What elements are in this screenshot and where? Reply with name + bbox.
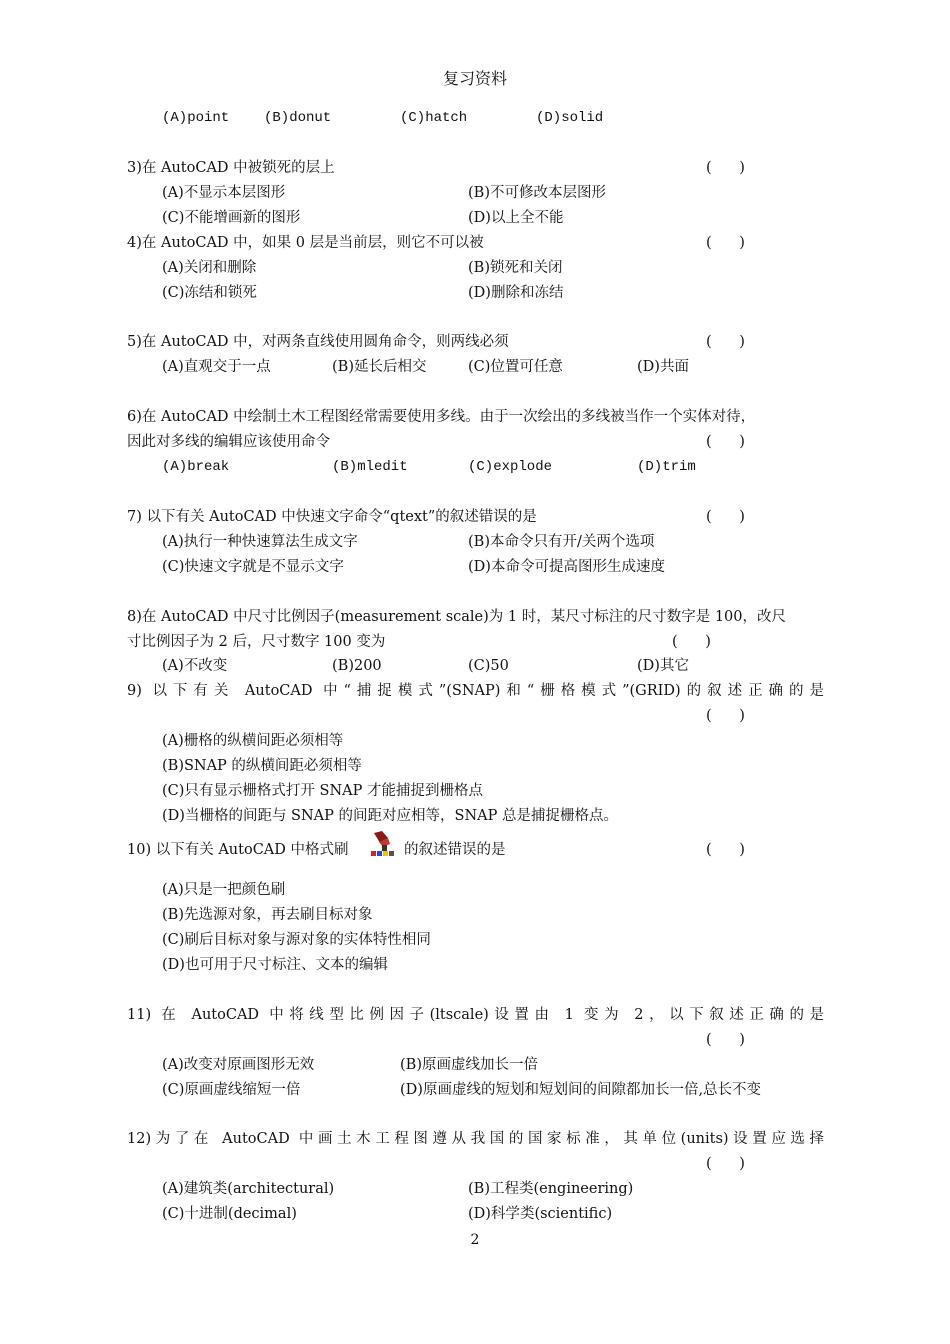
q8-stem-line2: 寸比例因子为 2 后，尺寸数字 100 变为 <box>127 634 386 650</box>
q11-stem: 11) 在 AutoCAD 中将线型比例因子(ltscale)设置由 1 变为 2，以下叙述正确的是 <box>127 1007 824 1023</box>
q4-stem: 4)在 AutoCAD 中，如果 0 层是当前层，则它不可以被 <box>127 235 484 251</box>
q7-option-d: (D)本命令可提高图形生成速度 <box>468 559 665 575</box>
q6-option-c: (C)explode <box>468 459 553 475</box>
page-number: 2 <box>470 1232 480 1248</box>
q4-option-a: (A)关闭和删除 <box>162 260 257 276</box>
q12-answer-paren: ( ) <box>706 1156 745 1172</box>
q3-option-c: (C)不能增画新的图形 <box>162 210 301 226</box>
q12-option-a: (A)建筑类(architectural) <box>162 1181 335 1197</box>
q7-option-a: (A)执行一种快速算法生成文字 <box>162 534 358 550</box>
q10-stem-after-icon: 的叙述错误的是 <box>404 842 506 858</box>
q10-option-c: (C)刷后目标对象与源对象的实体特性相同 <box>162 932 431 948</box>
q5-answer-paren: ( ) <box>706 334 745 350</box>
q9-stem: 9) 以下有关 AutoCAD 中“捕捉模式”(SNAP)和“栅格模式”(GRID)的叙述正确的是 <box>127 683 824 699</box>
q6-stem-line1: 6)在 AutoCAD 中绘制土木工程图经常需要使用多线。由于一次绘出的多线被当作一个实体对待， <box>127 409 756 425</box>
q7-option-b: (B)本命令只有开/关两个选项 <box>468 534 655 550</box>
q5-stem: 5)在 AutoCAD 中，对两条直线使用圆角命令，则两线必须 <box>127 334 509 350</box>
q6-stem-line2: 因此对多线的编辑应该使用命令 <box>127 434 330 450</box>
page-header: 复习资料 <box>442 69 507 88</box>
q12-option-d: (D)科学类(scientific) <box>468 1206 613 1222</box>
q7-option-c: (C)快速文字就是不显示文字 <box>162 559 344 575</box>
q10-option-d: (D)也可用于尺寸标注、文本的编辑 <box>162 957 388 973</box>
q10-option-a: (A)只是一把颜色刷 <box>162 882 286 898</box>
q8-stem-line1: 8)在 AutoCAD 中尺寸比例因子(measurement scale)为 1 时，某尺寸标注的尺寸数字是 100，改尺 <box>127 609 786 625</box>
q10-stem-before-icon: 10) 以下有关 AutoCAD 中格式刷 <box>127 842 349 858</box>
q9-option-a: (A)栅格的纵横间距必须相等 <box>162 733 344 749</box>
q3-option-b: (B)不可修改本层图形 <box>468 185 606 201</box>
q6-option-b: (B)mledit <box>332 459 408 475</box>
q2-option-a: (A)point <box>162 110 230 126</box>
q3-option-d: (D)以上全不能 <box>468 210 564 226</box>
q8-answer-paren: ( ) <box>672 634 711 650</box>
q6-answer-paren: ( ) <box>706 434 745 450</box>
q11-option-b: (B)原画虚线加长一倍 <box>400 1057 538 1073</box>
q8-option-c: (C)50 <box>468 658 509 674</box>
q9-option-d: (D)当栅格的间距与 SNAP 的间距对应相等，SNAP 总是捕捉栅格点。 <box>162 808 618 824</box>
q2-option-b: (B)donut <box>264 110 332 126</box>
q3-stem: 3)在 AutoCAD 中被锁死的层上 <box>127 160 335 176</box>
q3-answer-paren: ( ) <box>706 160 745 176</box>
q2-option-c: (C)hatch <box>400 110 468 126</box>
q5-option-a: (A)直观交于一点 <box>162 359 271 375</box>
q11-option-c: (C)原画虚线缩短一倍 <box>162 1082 301 1098</box>
q10-answer-paren: ( ) <box>706 842 745 858</box>
q12-stem: 12)为了在 AutoCAD 中画土木工程图遵从我国的国家标准，其单位(units)设置应选择 <box>127 1131 824 1147</box>
q9-option-b: (B)SNAP 的纵横间距必须相等 <box>162 758 362 774</box>
q9-answer-paren: ( ) <box>706 708 745 724</box>
q7-answer-paren: ( ) <box>706 509 745 525</box>
q12-option-b: (B)工程类(engineering) <box>468 1181 634 1197</box>
q9-option-c: (C)只有显示栅格式打开 SNAP 才能捕捉到栅格点 <box>162 783 483 799</box>
q5-option-b: (B)延长后相交 <box>332 359 427 375</box>
q12-option-c: (C)十进制(decimal) <box>162 1206 297 1222</box>
q2-option-d: (D)solid <box>536 110 604 126</box>
q11-answer-paren: ( ) <box>706 1032 745 1048</box>
q5-option-d: (D)共面 <box>637 359 689 375</box>
q6-option-d: (D)trim <box>637 459 696 475</box>
q10-option-b: (B)先选源对象，再去刷目标对象 <box>162 907 373 923</box>
q8-option-b: (B)200 <box>332 658 382 674</box>
q4-option-d: (D)删除和冻结 <box>468 285 564 301</box>
q11-option-a: (A)改变对原画图形无效 <box>162 1057 315 1073</box>
q11-option-d: (D)原画虚线的短划和短划间的间隙都加长一倍,总长不变 <box>400 1082 762 1098</box>
q4-option-b: (B)锁死和关闭 <box>468 260 563 276</box>
q7-stem: 7) 以下有关 AutoCAD 中快速文字命令“qtext”的叙述错误的是 <box>127 509 537 525</box>
format-painter-icon <box>368 829 396 857</box>
q3-option-a: (A)不显示本层图形 <box>162 185 286 201</box>
q6-option-a: (A)break <box>162 459 230 475</box>
q8-option-a: (A)不改变 <box>162 658 228 674</box>
q4-answer-paren: ( ) <box>706 235 745 251</box>
q5-option-c: (C)位置可任意 <box>468 359 563 375</box>
q8-option-d: (D)其它 <box>637 658 689 674</box>
q4-option-c: (C)冻结和锁死 <box>162 285 257 301</box>
